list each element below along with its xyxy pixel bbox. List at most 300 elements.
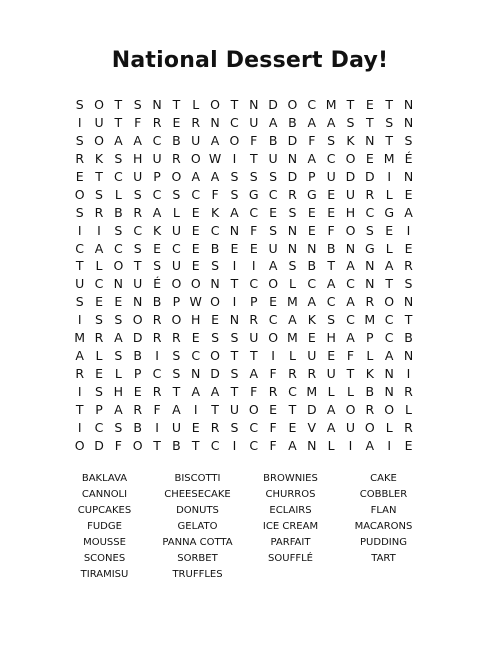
grid-letter[interactable]: T xyxy=(230,348,239,364)
grid-letter[interactable]: D xyxy=(306,401,317,417)
grid-letter[interactable]: R xyxy=(172,330,181,346)
grid-letter[interactable]: T xyxy=(288,401,297,417)
grid-letter[interactable]: P xyxy=(308,168,316,184)
grid-letter[interactable]: C xyxy=(346,276,355,292)
grid-letter[interactable]: T xyxy=(211,401,219,417)
grid-letter[interactable]: T xyxy=(327,258,335,274)
grid-letter[interactable]: S xyxy=(327,132,336,148)
grid-letter[interactable]: E xyxy=(307,330,316,346)
grid-letter[interactable]: O xyxy=(190,150,201,166)
grid-letter[interactable]: C xyxy=(152,366,162,382)
grid-letter[interactable]: S xyxy=(269,168,278,184)
grid-letter[interactable]: C xyxy=(210,437,220,453)
grid-letter[interactable]: C xyxy=(268,312,278,328)
grid-letter[interactable]: M xyxy=(287,294,298,310)
grid-letter[interactable]: I xyxy=(387,437,392,453)
grid-letter[interactable]: M xyxy=(325,97,337,112)
grid-letter[interactable]: C xyxy=(288,384,297,399)
grid-letter[interactable]: L xyxy=(114,366,122,382)
grid-letter[interactable]: S xyxy=(404,132,413,148)
grid-letter[interactable]: T xyxy=(114,114,123,130)
grid-letter[interactable]: A xyxy=(288,312,297,328)
grid-letter[interactable]: U xyxy=(326,366,336,382)
grid-letter[interactable]: S xyxy=(327,312,336,328)
grid-letter[interactable]: B xyxy=(133,348,142,364)
grid-letter[interactable]: C xyxy=(326,150,336,166)
grid-letter[interactable]: A xyxy=(249,366,259,382)
grid-letter[interactable]: E xyxy=(327,186,336,202)
grid-letter[interactable]: E xyxy=(230,240,239,256)
grid-letter[interactable]: F xyxy=(134,114,142,130)
grid-letter[interactable]: O xyxy=(268,276,279,292)
grid-letter[interactable]: F xyxy=(346,348,355,364)
grid-letter[interactable]: N xyxy=(229,312,240,328)
grid-letter[interactable]: N xyxy=(287,150,298,166)
grid-letter[interactable]: N xyxy=(307,240,317,256)
grid-letter[interactable]: B xyxy=(307,258,317,274)
grid-letter[interactable]: S xyxy=(385,114,394,130)
grid-letter[interactable]: N xyxy=(229,222,240,238)
grid-letter[interactable]: T xyxy=(230,97,239,112)
grid-letter[interactable]: O xyxy=(113,258,124,274)
grid-letter[interactable]: L xyxy=(114,186,122,202)
grid-letter[interactable]: R xyxy=(404,384,413,399)
grid-letter[interactable]: S xyxy=(404,276,413,292)
grid-letter[interactable]: L xyxy=(405,401,412,417)
grid-letter[interactable]: B xyxy=(404,330,413,346)
grid-letter[interactable]: L xyxy=(385,186,393,202)
grid-letter[interactable]: F xyxy=(308,132,316,148)
grid-letter[interactable]: L xyxy=(95,258,103,274)
grid-letter[interactable]: H xyxy=(113,384,124,399)
grid-letter[interactable]: C xyxy=(94,419,104,435)
grid-letter[interactable]: L xyxy=(327,437,335,453)
grid-letter[interactable]: L xyxy=(347,384,354,399)
grid-letter[interactable]: E xyxy=(191,240,200,256)
grid-letter[interactable]: R xyxy=(152,384,162,399)
grid-letter[interactable]: T xyxy=(172,97,181,112)
grid-letter[interactable]: S xyxy=(75,97,84,112)
grid-letter[interactable]: B xyxy=(365,384,375,399)
grid-letter[interactable]: I xyxy=(232,258,237,274)
grid-letter[interactable]: R xyxy=(133,401,143,417)
grid-letter[interactable]: A xyxy=(268,258,278,274)
grid-letter[interactable]: O xyxy=(210,97,220,112)
grid-letter[interactable]: V xyxy=(307,419,317,435)
grid-letter[interactable]: A xyxy=(326,419,336,435)
grid-letter[interactable]: E xyxy=(288,419,297,435)
grid-letter[interactable]: T xyxy=(230,276,239,292)
grid-letter[interactable]: T xyxy=(75,258,84,274)
grid-letter[interactable]: S xyxy=(230,186,239,202)
grid-letter[interactable]: A xyxy=(114,401,123,417)
grid-letter[interactable]: A xyxy=(326,114,336,130)
grid-letter[interactable]: U xyxy=(307,348,317,364)
grid-letter[interactable]: G xyxy=(306,186,317,202)
grid-letter[interactable]: K xyxy=(210,204,220,220)
grid-letter[interactable]: L xyxy=(385,240,393,256)
grid-letter[interactable]: R xyxy=(210,419,220,435)
grid-letter[interactable]: S xyxy=(172,186,181,202)
grid-letter[interactable]: A xyxy=(326,276,336,292)
grid-letter[interactable]: N xyxy=(191,366,201,382)
grid-letter[interactable]: C xyxy=(75,240,85,256)
grid-letter[interactable]: R xyxy=(288,186,297,202)
grid-letter[interactable]: A xyxy=(307,294,317,310)
grid-letter[interactable]: S xyxy=(230,419,239,435)
grid-letter[interactable]: O xyxy=(132,437,143,453)
grid-letter[interactable]: F xyxy=(269,437,277,453)
grid-letter[interactable]: C xyxy=(210,222,220,238)
grid-letter[interactable]: N xyxy=(403,348,414,364)
grid-letter[interactable]: O xyxy=(94,132,104,148)
grid-letter[interactable]: T xyxy=(75,401,84,417)
grid-letter[interactable]: H xyxy=(133,150,143,166)
grid-letter[interactable]: S xyxy=(95,186,103,202)
grid-letter[interactable]: C xyxy=(113,168,123,184)
grid-letter[interactable]: E xyxy=(191,419,200,435)
grid-letter[interactable]: U xyxy=(171,419,181,435)
grid-letter[interactable]: M xyxy=(364,312,376,328)
grid-letter[interactable]: O xyxy=(132,312,143,328)
grid-letter[interactable]: N xyxy=(403,168,414,184)
grid-letter[interactable]: I xyxy=(232,294,237,310)
grid-letter[interactable]: E xyxy=(327,204,336,220)
grid-letter[interactable]: S xyxy=(346,114,355,130)
grid-letter[interactable]: F xyxy=(269,419,277,435)
grid-letter[interactable]: T xyxy=(133,258,142,274)
grid-letter[interactable]: T xyxy=(385,276,393,292)
grid-letter[interactable]: M xyxy=(74,330,86,346)
letter-grid[interactable] xyxy=(70,96,418,455)
grid-letter[interactable]: T xyxy=(153,437,161,453)
grid-letter[interactable]: S xyxy=(172,348,181,364)
grid-letter[interactable]: N xyxy=(287,222,298,238)
grid-letter[interactable]: N xyxy=(403,294,414,310)
grid-letter[interactable]: S xyxy=(114,222,123,238)
grid-letter[interactable]: C xyxy=(191,348,201,364)
grid-letter[interactable]: O xyxy=(384,401,395,417)
grid-letter[interactable]: O xyxy=(345,401,356,417)
grid-letter[interactable]: G xyxy=(364,240,375,256)
grid-letter[interactable]: N xyxy=(210,276,220,292)
grid-letter[interactable]: O xyxy=(190,276,201,292)
grid-letter[interactable]: I xyxy=(155,348,159,364)
grid-letter[interactable]: S xyxy=(133,186,142,202)
grid-letter[interactable]: S xyxy=(230,168,239,184)
grid-letter[interactable]: C xyxy=(249,437,259,453)
grid-letter[interactable]: N xyxy=(365,132,375,148)
grid-letter[interactable]: P xyxy=(95,401,103,417)
grid-letter[interactable]: E xyxy=(404,186,413,202)
grid-letter[interactable]: P xyxy=(366,330,374,346)
grid-letter[interactable]: T xyxy=(114,97,123,112)
grid-letter[interactable]: M xyxy=(306,384,318,399)
grid-letter[interactable]: K xyxy=(152,222,162,238)
grid-letter[interactable]: C xyxy=(152,132,162,148)
grid-letter[interactable]: B xyxy=(152,294,162,310)
grid-letter[interactable]: E xyxy=(191,204,200,220)
grid-letter[interactable]: T xyxy=(346,366,355,382)
grid-letter[interactable]: R xyxy=(172,150,181,166)
grid-letter[interactable]: R xyxy=(94,330,104,346)
grid-letter[interactable]: F xyxy=(153,401,161,417)
grid-letter[interactable]: N xyxy=(403,114,414,130)
grid-letter[interactable]: S xyxy=(95,312,103,328)
grid-letter[interactable]: C xyxy=(365,204,375,220)
grid-letter[interactable]: I xyxy=(406,366,411,382)
grid-letter[interactable]: U xyxy=(345,186,356,202)
grid-letter[interactable]: C xyxy=(268,186,278,202)
grid-letter[interactable]: D xyxy=(365,168,375,184)
grid-letter[interactable]: A xyxy=(152,204,162,220)
grid-letter[interactable]: R xyxy=(152,312,162,328)
grid-letter[interactable]: P xyxy=(133,366,142,382)
grid-letter[interactable]: E xyxy=(385,222,394,238)
grid-letter[interactable]: B xyxy=(288,114,297,130)
grid-letter[interactable]: A xyxy=(326,401,336,417)
grid-letter[interactable]: A xyxy=(346,294,355,310)
grid-letter[interactable]: F xyxy=(327,222,335,238)
grid-letter[interactable]: U xyxy=(268,240,278,256)
grid-letter[interactable]: E xyxy=(114,294,123,310)
grid-letter[interactable]: L xyxy=(192,97,200,112)
grid-letter[interactable]: F xyxy=(250,222,258,238)
grid-letter[interactable]: B xyxy=(326,240,336,256)
grid-letter[interactable]: S xyxy=(211,258,220,274)
grid-letter[interactable]: S xyxy=(95,384,103,399)
grid-letter[interactable]: L xyxy=(288,276,296,292)
grid-letter[interactable]: S xyxy=(288,204,297,220)
grid-letter[interactable]: P xyxy=(153,168,161,184)
grid-letter[interactable]: A xyxy=(210,168,220,184)
grid-letter[interactable]: R xyxy=(191,114,201,130)
grid-letter[interactable]: R xyxy=(152,330,162,346)
grid-letter[interactable]: U xyxy=(152,150,162,166)
grid-letter[interactable]: E xyxy=(404,240,413,256)
grid-letter[interactable]: I xyxy=(77,419,82,435)
grid-letter[interactable]: S xyxy=(172,366,181,382)
grid-letter[interactable]: I xyxy=(271,348,275,364)
grid-letter[interactable]: C xyxy=(172,240,181,256)
grid-letter[interactable]: C xyxy=(307,276,317,292)
grid-letter[interactable]: N xyxy=(403,97,414,112)
grid-letter[interactable]: R xyxy=(288,366,297,382)
grid-letter[interactable]: T xyxy=(385,132,393,148)
grid-letter[interactable]: N xyxy=(365,258,375,274)
grid-letter[interactable]: E xyxy=(269,294,278,310)
grid-letter[interactable]: E xyxy=(133,384,142,399)
grid-letter[interactable]: E xyxy=(365,150,374,166)
grid-letter[interactable]: P xyxy=(249,294,258,310)
grid-letter[interactable]: B xyxy=(268,132,278,148)
grid-letter[interactable]: C xyxy=(113,240,123,256)
grid-letter[interactable]: I xyxy=(155,419,159,435)
grid-letter[interactable]: E xyxy=(307,204,316,220)
grid-letter[interactable]: T xyxy=(230,384,239,399)
grid-letter[interactable]: R xyxy=(94,204,104,220)
grid-letter[interactable]: W xyxy=(208,150,222,166)
grid-letter[interactable]: E xyxy=(75,168,84,184)
grid-letter[interactable]: E xyxy=(269,204,278,220)
grid-letter[interactable]: D xyxy=(132,330,143,346)
grid-letter[interactable]: P xyxy=(172,294,181,310)
grid-letter[interactable]: R xyxy=(365,294,375,310)
grid-letter[interactable]: O xyxy=(384,294,395,310)
grid-letter[interactable]: A xyxy=(404,204,413,220)
grid-letter[interactable]: C xyxy=(384,312,394,328)
grid-letter[interactable]: U xyxy=(171,258,181,274)
grid-letter[interactable]: N xyxy=(287,240,298,256)
grid-letter[interactable]: M xyxy=(383,150,395,166)
grid-letter[interactable]: N xyxy=(384,366,394,382)
grid-letter[interactable]: N xyxy=(384,384,394,399)
grid-letter[interactable]: L xyxy=(385,419,393,435)
grid-letter[interactable]: F xyxy=(211,186,219,202)
grid-letter[interactable]: E xyxy=(172,114,181,130)
grid-letter[interactable]: I xyxy=(97,222,101,238)
grid-letter[interactable]: R xyxy=(365,186,375,202)
grid-letter[interactable]: R xyxy=(268,384,278,399)
grid-letter[interactable]: S xyxy=(75,132,84,148)
grid-letter[interactable]: T xyxy=(95,168,103,184)
grid-letter[interactable]: O xyxy=(94,97,104,112)
grid-letter[interactable]: R xyxy=(133,204,143,220)
grid-letter[interactable]: U xyxy=(94,114,104,130)
grid-letter[interactable]: E xyxy=(211,312,220,328)
grid-letter[interactable]: T xyxy=(191,437,200,453)
grid-letter[interactable]: E xyxy=(153,240,161,256)
grid-letter[interactable]: N xyxy=(365,276,375,292)
grid-letter[interactable]: T xyxy=(249,348,258,364)
grid-letter[interactable]: T xyxy=(385,97,393,112)
grid-letter[interactable]: N xyxy=(152,97,162,112)
grid-letter[interactable]: S xyxy=(153,258,162,274)
grid-letter[interactable]: S xyxy=(114,419,123,435)
grid-letter[interactable]: A xyxy=(307,150,317,166)
grid-letter[interactable]: E xyxy=(191,222,200,238)
grid-letter[interactable]: E xyxy=(95,294,103,310)
grid-letter[interactable]: A xyxy=(114,330,123,346)
grid-letter[interactable]: O xyxy=(287,97,298,112)
grid-letter[interactable]: R xyxy=(249,312,259,328)
grid-letter[interactable]: S xyxy=(75,204,84,220)
grid-letter[interactable]: B xyxy=(172,132,181,148)
grid-letter[interactable]: É xyxy=(153,276,161,292)
grid-letter[interactable]: C xyxy=(133,222,143,238)
grid-letter[interactable]: A xyxy=(191,384,201,399)
grid-letter[interactable]: U xyxy=(191,132,201,148)
grid-letter[interactable]: R xyxy=(75,366,85,382)
grid-letter[interactable]: R xyxy=(307,366,317,382)
grid-letter[interactable]: S xyxy=(133,240,142,256)
grid-letter[interactable]: L xyxy=(95,348,103,364)
grid-letter[interactable]: L xyxy=(172,204,180,220)
grid-letter[interactable]: E xyxy=(191,330,200,346)
grid-letter[interactable]: A xyxy=(268,114,278,130)
grid-letter[interactable]: A xyxy=(191,168,201,184)
grid-letter[interactable]: R xyxy=(365,401,375,417)
grid-letter[interactable]: G xyxy=(384,204,395,220)
grid-letter[interactable]: R xyxy=(404,419,413,435)
grid-letter[interactable]: I xyxy=(77,222,82,238)
grid-letter[interactable]: A xyxy=(210,384,220,399)
grid-letter[interactable]: H xyxy=(191,312,201,328)
grid-letter[interactable]: D xyxy=(287,168,298,184)
grid-letter[interactable]: T xyxy=(404,312,413,328)
grid-letter[interactable]: W xyxy=(189,294,202,310)
grid-letter[interactable]: A xyxy=(133,132,142,148)
grid-letter[interactable]: C xyxy=(249,204,259,220)
grid-letter[interactable]: T xyxy=(346,97,355,112)
grid-letter[interactable]: I xyxy=(348,437,353,453)
grid-letter[interactable]: O xyxy=(171,276,182,292)
grid-letter[interactable]: N xyxy=(307,437,317,453)
grid-letter[interactable]: S xyxy=(249,168,258,184)
grid-letter[interactable]: S xyxy=(133,97,142,112)
grid-letter[interactable]: O xyxy=(74,186,85,202)
grid-letter[interactable]: A xyxy=(346,258,355,274)
grid-letter[interactable]: E xyxy=(307,222,316,238)
grid-letter[interactable]: G xyxy=(248,186,259,202)
grid-letter[interactable]: U xyxy=(326,168,336,184)
grid-letter[interactable]: A xyxy=(346,330,355,346)
grid-letter[interactable]: D xyxy=(287,132,298,148)
grid-letter[interactable]: U xyxy=(249,114,259,130)
grid-letter[interactable]: C xyxy=(94,276,104,292)
grid-letter[interactable]: B xyxy=(210,240,220,256)
grid-letter[interactable]: C xyxy=(249,276,259,292)
grid-letter[interactable]: R xyxy=(404,258,413,274)
grid-letter[interactable]: I xyxy=(232,150,237,166)
grid-letter[interactable]: O xyxy=(210,348,220,364)
grid-letter[interactable]: M xyxy=(287,330,298,346)
grid-letter[interactable]: E xyxy=(249,240,258,256)
grid-letter[interactable]: I xyxy=(77,384,82,399)
grid-letter[interactable]: H xyxy=(345,204,356,220)
grid-letter[interactable]: O xyxy=(74,437,85,453)
grid-letter[interactable]: N xyxy=(210,114,220,130)
grid-letter[interactable]: S xyxy=(114,150,123,166)
grid-letter[interactable]: T xyxy=(249,150,258,166)
grid-letter[interactable]: K xyxy=(307,312,316,328)
grid-letter[interactable]: C xyxy=(326,294,336,310)
grid-letter[interactable]: D xyxy=(345,168,356,184)
grid-letter[interactable]: O xyxy=(171,168,182,184)
grid-letter[interactable]: B xyxy=(114,204,123,220)
grid-letter[interactable]: A xyxy=(210,132,220,148)
grid-letter[interactable]: F xyxy=(250,384,258,399)
grid-letter[interactable]: A xyxy=(384,258,394,274)
grid-letter[interactable]: U xyxy=(249,330,259,346)
grid-letter[interactable]: D xyxy=(94,437,104,453)
grid-letter[interactable]: S xyxy=(114,312,123,328)
grid-letter[interactable]: E xyxy=(191,258,200,274)
grid-letter[interactable]: C xyxy=(346,312,355,328)
grid-letter[interactable]: R xyxy=(152,114,162,130)
grid-letter[interactable]: C xyxy=(249,419,259,435)
grid-letter[interactable]: N xyxy=(133,294,143,310)
grid-letter[interactable]: O xyxy=(210,294,220,310)
grid-letter[interactable]: N xyxy=(345,240,356,256)
grid-letter[interactable]: K xyxy=(94,150,104,166)
grid-letter[interactable]: I xyxy=(406,222,411,238)
grid-letter[interactable]: D xyxy=(210,366,220,382)
grid-letter[interactable]: A xyxy=(288,437,297,453)
grid-letter[interactable]: A xyxy=(365,437,375,453)
grid-letter[interactable]: S xyxy=(269,222,278,238)
grid-letter[interactable]: F xyxy=(250,132,258,148)
